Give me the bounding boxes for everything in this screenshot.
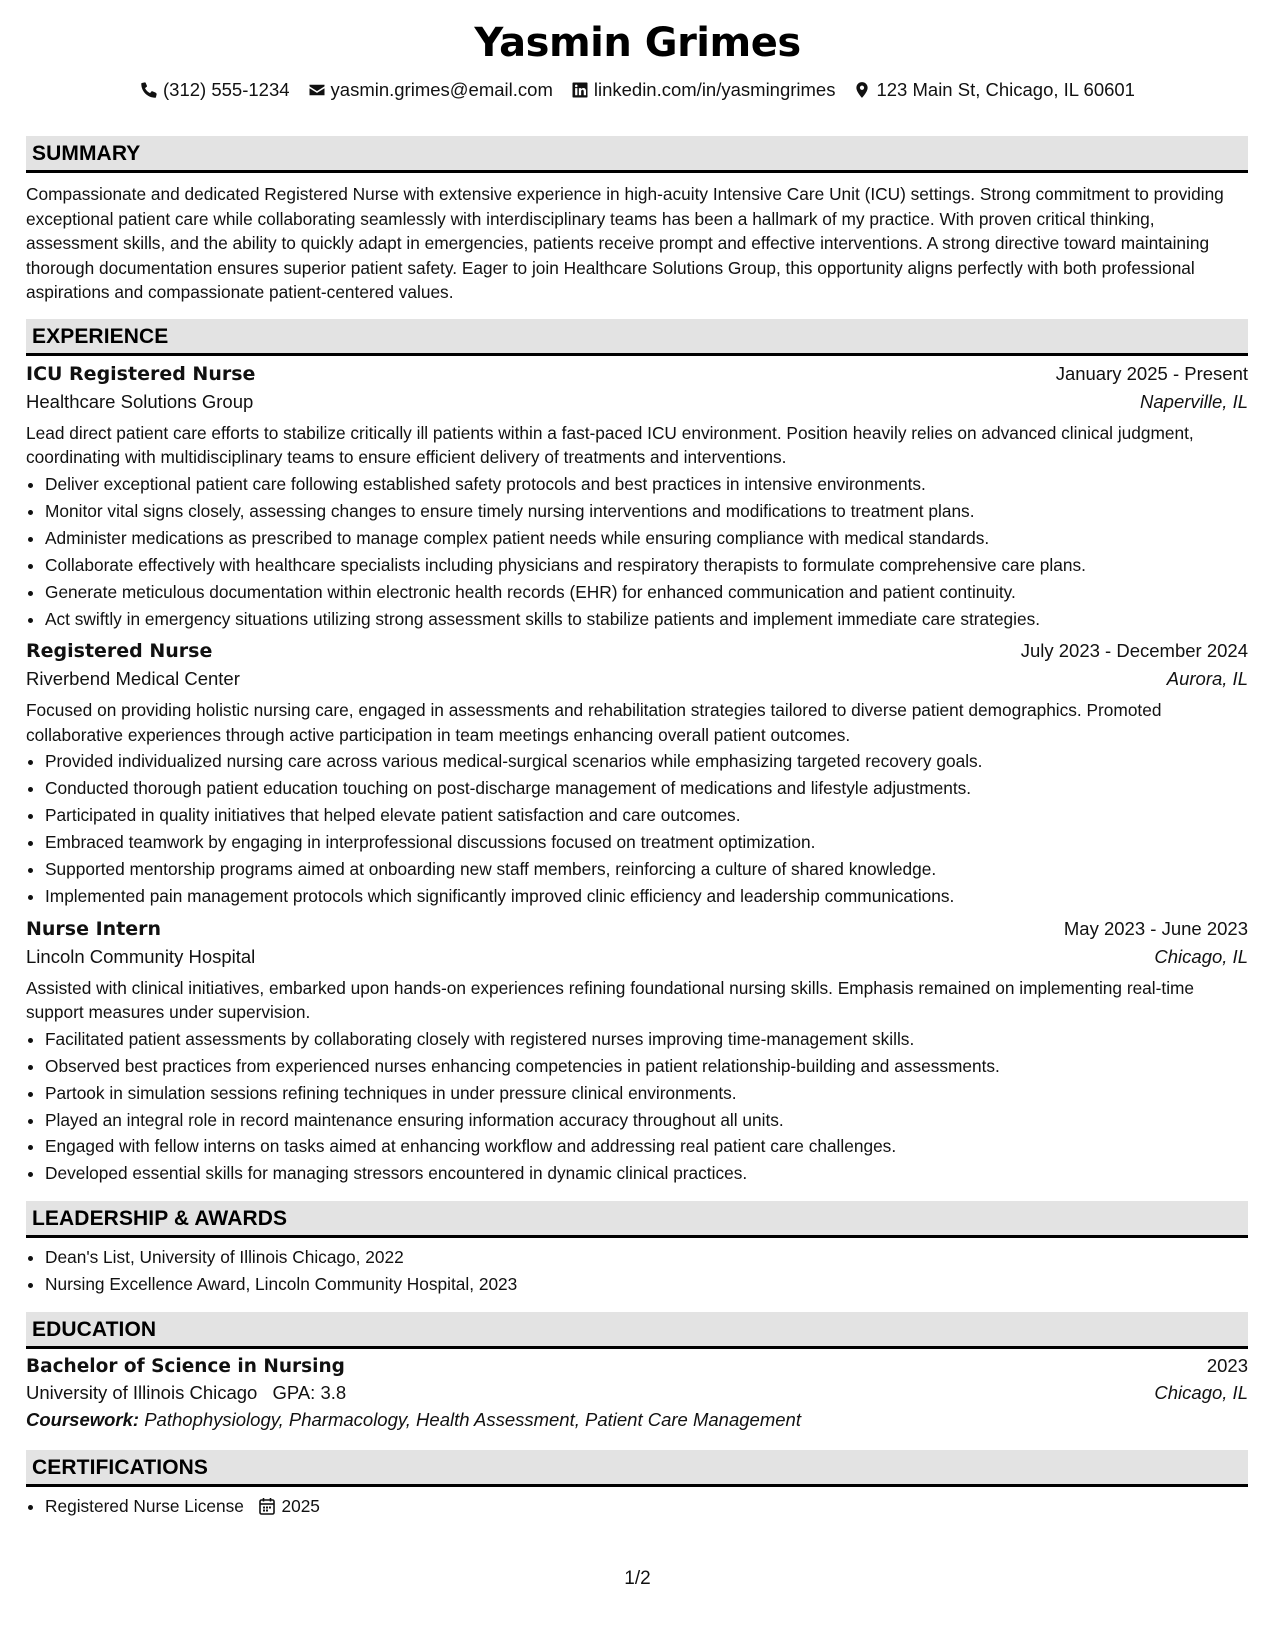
job-bullets (26, 748, 1248, 909)
education-header (26, 1355, 1248, 1377)
job-title: Registered Nurse (26, 640, 213, 663)
degree-title: Bachelor of Science in Nursing (26, 1356, 345, 1378)
calendar-icon (259, 1497, 275, 1515)
list-item: • Participated in quality initiatives that helped elevate patient satisfaction and care outcomes. (45, 802, 1248, 829)
section-heading-leadership: LEADERSHIP & AWARDS (26, 1201, 1248, 1238)
graduation-year: 2023 (1206, 1355, 1248, 1377)
section-heading-summary: SUMMARY (26, 136, 1248, 173)
list-item: • Facilitated patient assessments by collaborating closely with registered nurses improving time-management skills. (45, 1026, 1248, 1053)
job-description: Assisted with clinical initiatives, embarked upon hands-on experiences refining foundational nursing skills. Emphasis remained on implementing real-time support measures under supervision. (26, 977, 1195, 1023)
job-description: Focused on providing holistic nursing care, engaged in assessments and rehabilitation strategies tailored to diverse patient demographics. Promoted collaborative experiences through active participation in team meetings enhancing overall patient outcomes. (26, 700, 1162, 745)
job-subheader (26, 946, 1248, 968)
job-location: Chicago, IL (1154, 945, 1248, 967)
certifications-list (26, 1493, 1248, 1520)
job-subheader (26, 391, 1248, 413)
list-item: • Monitor vital signs closely, assessing changes to ensure timely nursing interventions and modifications to treatment plans. (45, 498, 1248, 525)
list-item: • Developed essential skills for managing stressors encountered in dynamic clinical practices. (45, 1160, 1248, 1187)
section-heading-certifications: CERTIFICATIONS (26, 1450, 1248, 1487)
gpa: GPA: 3.8 (272, 1382, 347, 1404)
job-header (26, 918, 1248, 940)
resume-name: Yasmin Grimes (474, 20, 801, 66)
list-item: • Provided individualized nursing care across various medical-surgical scenarios while emphasizing targeted recovery goals. (45, 748, 1248, 775)
school-line (26, 1382, 346, 1404)
certification-name: Registered Nurse License (45, 1496, 244, 1517)
phone-icon (140, 81, 158, 99)
email-link[interactable]: yasmin.grimes@email.com (330, 79, 553, 100)
list-item (45, 1493, 1248, 1520)
map-pin-icon (853, 81, 871, 99)
list-item: • Collaborate effectively with healthcare specialists including physicians and respiratory therapists to formulate comprehensive care plans. (45, 552, 1248, 579)
job-location: Aurora, IL (1166, 668, 1248, 690)
list-item: • Deliver exceptional patient care following established safety protocols and best practices in intensive environments. (45, 471, 1248, 498)
education-subheader (26, 1382, 1248, 1404)
job-company: Healthcare Solutions Group (26, 390, 254, 412)
job-header (26, 640, 1248, 662)
awards-list (26, 1244, 1248, 1298)
list-item: • Dean's List, University of Illinois Chicago, 2022 (45, 1244, 1248, 1271)
list-item: • Observed best practices from experienced nurses enhancing competencies in patient relationship-building and assessments. (45, 1053, 1248, 1080)
job-header (26, 363, 1248, 385)
list-item: • Nursing Excellence Award, Lincoln Community Hospital, 2023 (45, 1271, 1248, 1298)
list-item: • Embraced teamwork by engaging in interprofessional discussions focused on treatment optimization. (45, 829, 1248, 856)
job-description: Lead direct patient care efforts to stabilize critically ill patients within a fast-paced ICU environment. Position heavily relies on advanced clinical judgment, coordinating with multidisciplinary teams to ensure efficient delivery of treatments and interventions. (26, 422, 1194, 468)
job-company: Lincoln Community Hospital (26, 945, 256, 967)
job-entry (26, 640, 1248, 909)
address-text: 123 Main St, Chicago, IL 60601 (876, 79, 1135, 100)
job-dates: May 2023 - June 2023 (1063, 917, 1248, 939)
job-entry (26, 918, 1248, 1187)
job-location: Naperville, IL (1140, 390, 1248, 412)
list-item: • Implemented pain management protocols which significantly improved clinic efficiency and leadership communications. (45, 883, 1248, 910)
list-item: • Conducted thorough patient education touching on post-discharge management of medications and lifestyle adjustments. (45, 775, 1248, 802)
coursework-line (26, 1409, 1248, 1431)
education-entry (26, 1355, 1248, 1431)
contact-email[interactable] (308, 79, 553, 101)
contact-address (853, 79, 1135, 101)
contact-bar (0, 79, 1275, 101)
section-heading-experience: EXPERIENCE (26, 319, 1248, 356)
job-entry (26, 363, 1248, 632)
job-company: Riverbend Medical Center (26, 668, 240, 690)
section-heading-education: EDUCATION (26, 1312, 1248, 1349)
coursework-label: Coursework: (26, 1409, 140, 1431)
job-bullets (26, 1026, 1248, 1187)
list-item: • Partook in simulation sessions refining techniques in under pressure clinical environments. (45, 1080, 1248, 1107)
job-dates: January 2025 - Present (1055, 362, 1248, 384)
list-item: • Administer medications as prescribed to manage complex patient needs while ensuring compliance with medical standards. (45, 525, 1248, 552)
envelope-icon (308, 81, 326, 99)
job-title: ICU Registered Nurse (26, 362, 256, 385)
list-item: • Engaged with fellow interns on tasks aimed at enhancing workflow and addressing real patient care challenges. (45, 1133, 1248, 1160)
job-subheader (26, 668, 1248, 690)
list-item: • Played an integral role in record maintenance ensuring information accuracy throughout all units. (45, 1107, 1248, 1134)
list-item: • Act swiftly in emergency situations utilizing strong assessment skills to stabilize patients and implement immediate care strategies. (45, 606, 1248, 633)
resume-body (26, 136, 1248, 1520)
contact-linkedin[interactable] (571, 79, 836, 101)
summary-text: Compassionate and dedicated Registered Nurse with extensive experience in high-acuity Intensive Care Unit (ICU) settings. Strong commitment to providing exceptional patient care while collaborating seamlessly with interdisciplinary teams has been a hallmark of my practice. With proven critical thinking, assessment skills, and the ability to quickly adapt in emergencies, patients receive prompt and effective interventions. A strong directive toward maintaining thorough documentation ensures superior patient safety. Eager to join Healthcare Solutions Group, this opportunity aligns perfectly with both professional aspirations and compassionate patient-centered values. (26, 184, 1224, 303)
job-title: Nurse Intern (26, 917, 162, 940)
job-bullets (26, 471, 1248, 632)
list-item: • Supported mentorship programs aimed at onboarding new staff members, reinforcing a culture of shared knowledge. (45, 856, 1248, 883)
contact-phone (140, 79, 290, 101)
linkedin-link[interactable]: linkedin.com/in/yasmingrimes (593, 79, 836, 100)
linkedin-icon (571, 81, 589, 99)
list-item: • Generate meticulous documentation within electronic health records (EHR) for enhanced communication and patient continuity. (45, 579, 1248, 606)
school-name: University of Illinois Chicago (26, 1382, 258, 1404)
phone-text: (312) 555-1234 (163, 79, 290, 100)
page-number: 1/2 (624, 1568, 651, 1589)
school-location: Chicago, IL (1154, 1382, 1248, 1404)
coursework-list: Pathophysiology, Pharmacology, Health Assessment, Patient Care Management (144, 1409, 801, 1431)
certification-year: 2025 (281, 1496, 320, 1517)
job-dates: July 2023 - December 2024 (1020, 640, 1248, 662)
